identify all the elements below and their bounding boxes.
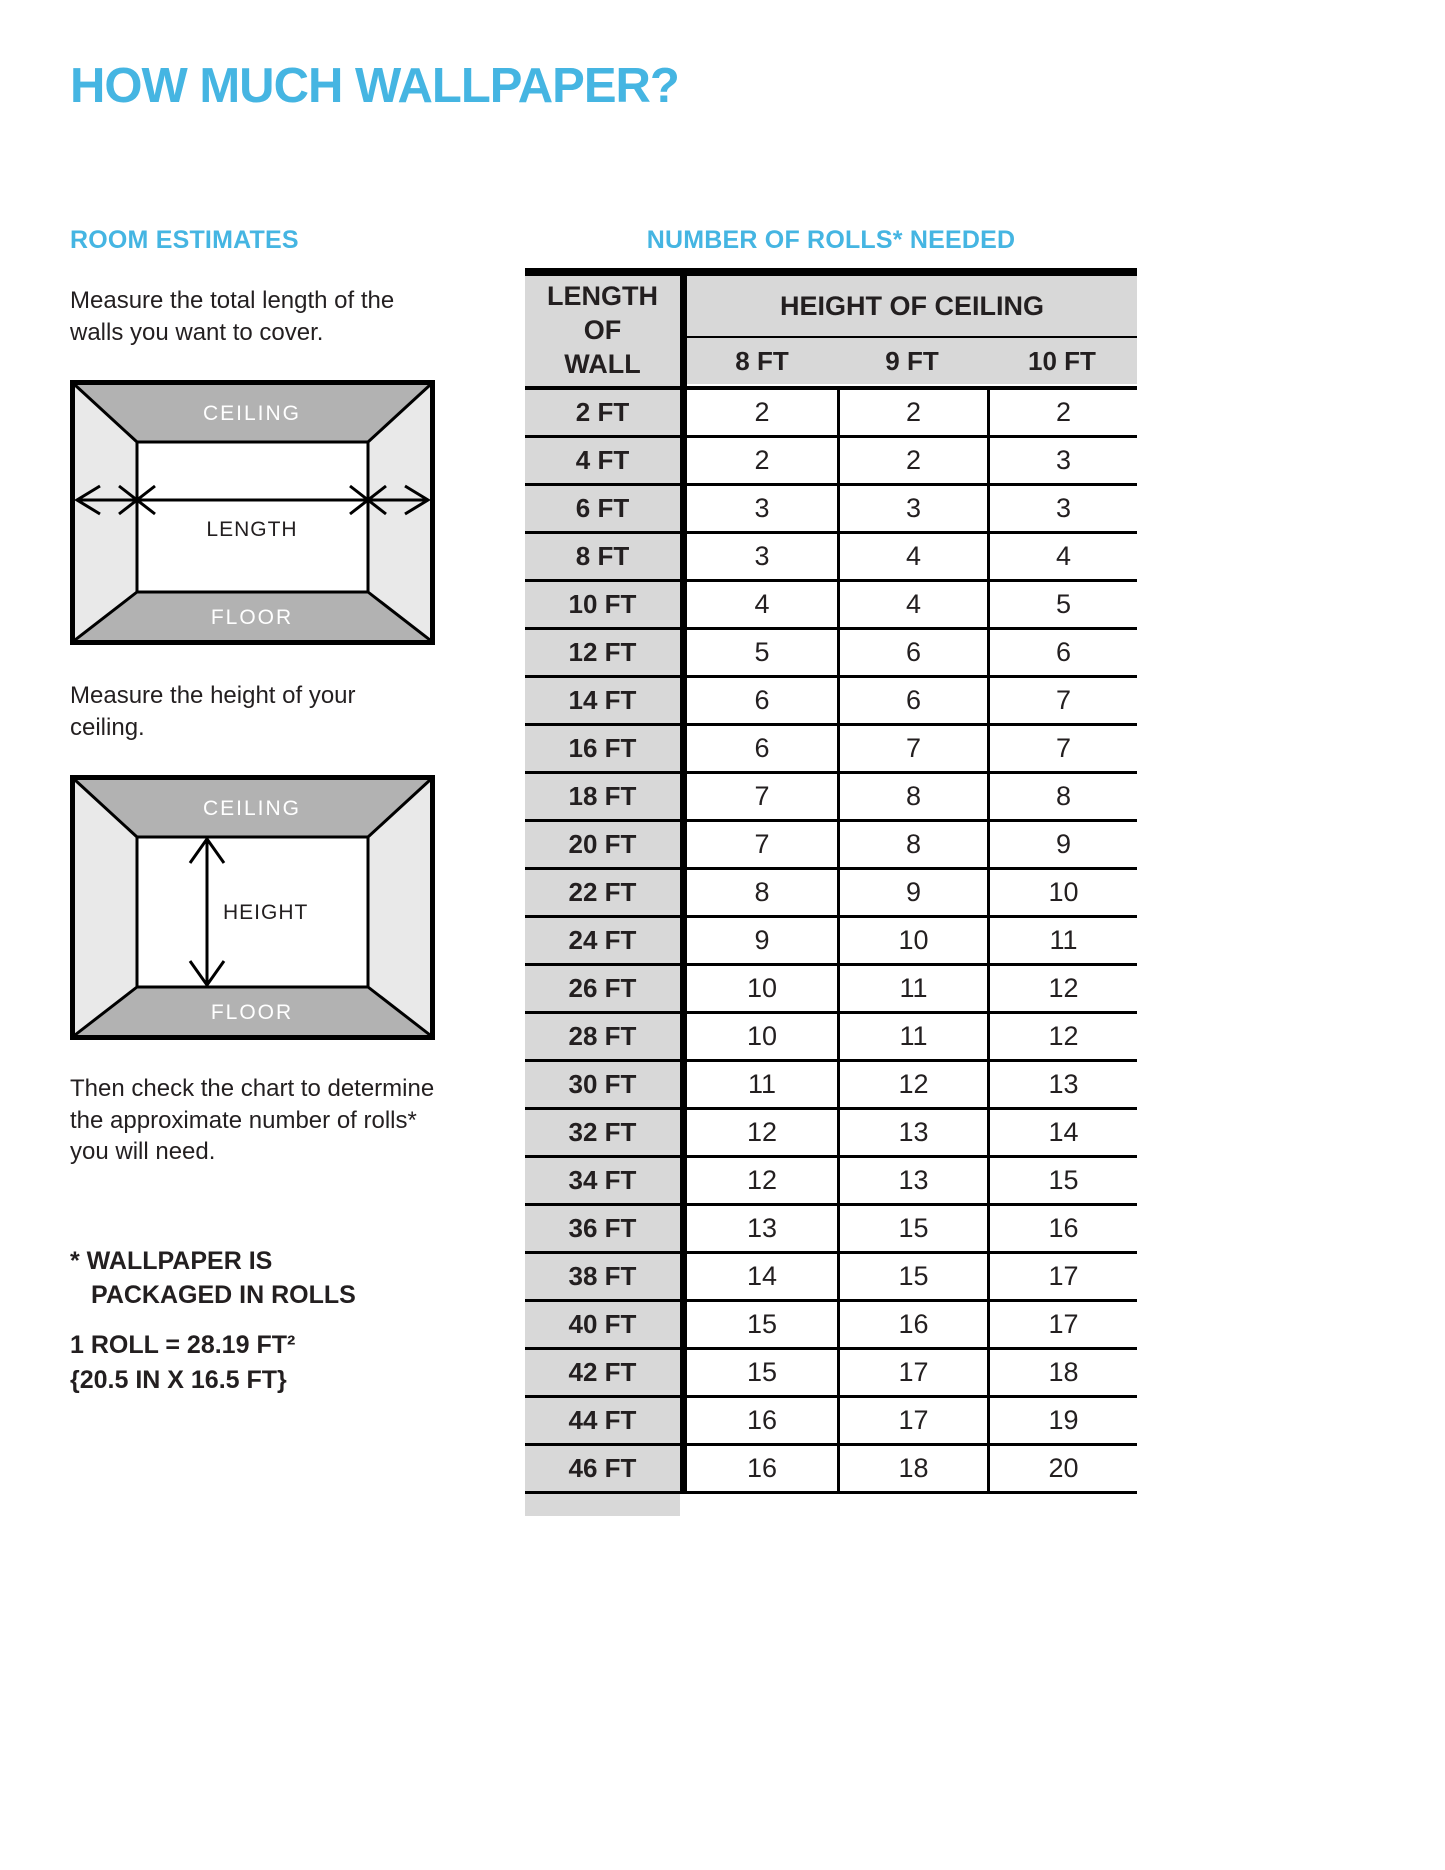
roll-size-info <box>70 1328 295 1398</box>
wall-length-cell: 44 FT <box>525 1398 680 1443</box>
divider <box>680 918 687 963</box>
rolls-value-cell: 10 <box>687 966 837 1011</box>
rolls-value-cell: 3 <box>987 486 1137 531</box>
rolls-footnote <box>70 1245 356 1312</box>
rolls-value-cell: 6 <box>987 630 1137 675</box>
rolls-value-cell: 6 <box>687 726 837 771</box>
rolls-value-cell: 8 <box>987 774 1137 819</box>
wall-length-cell: 42 FT <box>525 1350 680 1395</box>
rolls-value-cell: 7 <box>987 726 1137 771</box>
rolls-value-cell: 12 <box>837 1062 987 1107</box>
divider <box>680 1350 687 1395</box>
wall-length-cell: 36 FT <box>525 1206 680 1251</box>
rolls-value-cell: 5 <box>687 630 837 675</box>
instruction-measure-length: Measure the total length of the walls you want to cover. <box>70 287 395 346</box>
divider <box>680 1206 687 1251</box>
height-room-diagram <box>70 775 435 1040</box>
table-header <box>525 276 1137 386</box>
rolls-value-cell: 2 <box>687 390 837 435</box>
rolls-value-cell: 5 <box>987 582 1137 627</box>
divider <box>680 630 687 675</box>
rolls-value-cell: 10 <box>987 870 1137 915</box>
rolls-value-cell: 7 <box>687 822 837 867</box>
wall-length-cell: 14 FT <box>525 678 680 723</box>
rolls-value-cell: 17 <box>987 1254 1137 1299</box>
height-of-ceiling-header: HEIGHT OF CEILING <box>687 276 1137 338</box>
rolls-value-cell: 16 <box>987 1206 1137 1251</box>
wall-length-cell: 12 FT <box>525 630 680 675</box>
table-gray-tail <box>525 1494 680 1516</box>
table-row <box>525 726 1137 774</box>
rolls-value-cell: 12 <box>687 1110 837 1155</box>
rolls-value-cell: 11 <box>837 1014 987 1059</box>
divider <box>680 582 687 627</box>
divider <box>680 870 687 915</box>
divider <box>680 726 687 771</box>
table-row <box>525 1446 1137 1494</box>
divider <box>680 534 687 579</box>
rolls-value-cell: 7 <box>837 726 987 771</box>
rolls-needed-heading: NUMBER OF ROLLS* NEEDED <box>646 226 1016 254</box>
wall-length-cell: 40 FT <box>525 1302 680 1347</box>
roll-dimensions: {20.5 IN X 16.5 FT} <box>70 1366 287 1394</box>
rolls-value-cell: 11 <box>687 1062 837 1107</box>
wall-length-cell: 6 FT <box>525 486 680 531</box>
wall-length-cell: 32 FT <box>525 1110 680 1155</box>
table-row <box>525 1062 1137 1110</box>
room-estimates-heading: ROOM ESTIMATES <box>70 226 299 254</box>
wall-length-cell: 10 FT <box>525 582 680 627</box>
divider <box>680 486 687 531</box>
divider <box>680 438 687 483</box>
table-row <box>525 966 1137 1014</box>
rolls-value-cell: 16 <box>837 1302 987 1347</box>
divider <box>680 1302 687 1347</box>
rolls-value-cell: 8 <box>687 870 837 915</box>
rolls-value-cell: 4 <box>837 534 987 579</box>
wall-length-cell: 28 FT <box>525 1014 680 1059</box>
table-row <box>525 870 1137 918</box>
divider <box>680 1446 687 1491</box>
table-row <box>525 678 1137 726</box>
rolls-value-cell: 13 <box>687 1206 837 1251</box>
rolls-value-cell: 10 <box>687 1014 837 1059</box>
divider <box>680 1254 687 1299</box>
divider <box>680 276 687 386</box>
rolls-value-cell: 15 <box>987 1158 1137 1203</box>
col-header-10ft: 10 FT <box>1028 345 1096 376</box>
instruction-check-chart: Then check the chart to determine the approximate number of rolls* you will need. <box>70 1075 435 1166</box>
rolls-value-cell: 2 <box>987 390 1137 435</box>
table-row <box>525 1014 1137 1062</box>
wall-length-cell: 2 FT <box>525 390 680 435</box>
rolls-value-cell: 17 <box>987 1302 1137 1347</box>
rolls-value-cell: 20 <box>987 1446 1137 1491</box>
rolls-value-cell: 7 <box>687 774 837 819</box>
table-row <box>525 1158 1137 1206</box>
wall-length-cell: 18 FT <box>525 774 680 819</box>
col-header-8ft: 8 FT <box>735 345 789 376</box>
rolls-value-cell: 6 <box>837 630 987 675</box>
table-row <box>525 582 1137 630</box>
back-wall <box>137 442 368 592</box>
wall-length-cell: 4 FT <box>525 438 680 483</box>
wall-length-cell: 46 FT <box>525 1446 680 1491</box>
rolls-value-cell: 14 <box>687 1254 837 1299</box>
rolls-value-cell: 16 <box>687 1398 837 1443</box>
rolls-value-cell: 19 <box>987 1398 1137 1443</box>
rolls-value-cell: 8 <box>837 822 987 867</box>
floor-label: FLOOR <box>210 606 294 629</box>
rolls-value-cell: 7 <box>987 678 1137 723</box>
table-row <box>525 1302 1137 1350</box>
rolls-value-cell: 17 <box>837 1398 987 1443</box>
table-row <box>525 918 1137 966</box>
rolls-value-cell: 4 <box>837 582 987 627</box>
footnote-line1: * WALLPAPER IS <box>70 1247 273 1275</box>
divider <box>680 678 687 723</box>
footnote-line2: PACKAGED IN ROLLS <box>91 1280 356 1309</box>
divider <box>680 1110 687 1155</box>
table-row <box>525 630 1137 678</box>
page-title: HOW MUCH WALLPAPER? <box>70 59 679 113</box>
wall-length-cell: 26 FT <box>525 966 680 1011</box>
rolls-table <box>525 268 1137 1516</box>
rolls-value-cell: 12 <box>687 1158 837 1203</box>
rolls-value-cell: 18 <box>987 1350 1137 1395</box>
ceiling-height-headers <box>687 276 1137 386</box>
rolls-value-cell: 10 <box>837 918 987 963</box>
rolls-value-cell: 18 <box>837 1446 987 1491</box>
wall-length-cell: 30 FT <box>525 1062 680 1107</box>
floor-label: FLOOR <box>210 1001 294 1024</box>
rolls-value-cell: 15 <box>837 1206 987 1251</box>
rolls-value-cell: 4 <box>687 582 837 627</box>
divider <box>680 1062 687 1107</box>
rolls-value-cell: 9 <box>837 870 987 915</box>
ceiling-height-subheader-row <box>687 338 1137 384</box>
rolls-value-cell: 16 <box>687 1446 837 1491</box>
length-of-wall-header: LENGTH OF WALL <box>525 276 680 386</box>
rolls-value-cell: 11 <box>837 966 987 1011</box>
table-row <box>525 438 1137 486</box>
rolls-value-cell: 3 <box>837 486 987 531</box>
roll-area: 1 ROLL = 28.19 FT² <box>70 1331 296 1359</box>
col-header-9ft: 9 FT <box>885 345 939 376</box>
table-top-border <box>525 268 1137 276</box>
rolls-value-cell: 12 <box>987 1014 1137 1059</box>
rolls-value-cell: 9 <box>987 822 1137 867</box>
rolls-value-cell: 15 <box>837 1254 987 1299</box>
table-row <box>525 1206 1137 1254</box>
rolls-value-cell: 6 <box>687 678 837 723</box>
rolls-value-cell: 3 <box>687 486 837 531</box>
rolls-table-rows <box>525 390 1137 1494</box>
wall-length-cell: 20 FT <box>525 822 680 867</box>
rolls-value-cell: 15 <box>687 1302 837 1347</box>
rolls-value-cell: 14 <box>987 1110 1137 1155</box>
table-row <box>525 1254 1137 1302</box>
rolls-value-cell: 2 <box>837 390 987 435</box>
rolls-value-cell: 11 <box>987 918 1137 963</box>
table-row <box>525 1110 1137 1158</box>
ceiling-label: CEILING <box>202 402 302 425</box>
wall-length-cell: 34 FT <box>525 1158 680 1203</box>
rolls-value-cell: 12 <box>987 966 1137 1011</box>
rolls-value-cell: 3 <box>987 438 1137 483</box>
divider <box>680 1158 687 1203</box>
rolls-value-cell: 13 <box>987 1062 1137 1107</box>
table-row <box>525 774 1137 822</box>
rolls-value-cell: 8 <box>837 774 987 819</box>
length-room-diagram <box>70 380 435 645</box>
rolls-value-cell: 6 <box>837 678 987 723</box>
ceiling-label: CEILING <box>202 797 302 820</box>
rolls-value-cell: 4 <box>987 534 1137 579</box>
table-row <box>525 390 1137 438</box>
wall-length-cell: 38 FT <box>525 1254 680 1299</box>
length-label: LENGTH <box>206 518 298 541</box>
divider <box>680 966 687 1011</box>
rolls-value-cell: 3 <box>687 534 837 579</box>
divider <box>680 774 687 819</box>
table-row <box>525 534 1137 582</box>
rolls-value-cell: 13 <box>837 1158 987 1203</box>
table-row <box>525 486 1137 534</box>
rolls-value-cell: 17 <box>837 1350 987 1395</box>
wall-length-cell: 8 FT <box>525 534 680 579</box>
divider <box>680 822 687 867</box>
divider <box>680 1014 687 1059</box>
wall-length-cell: 16 FT <box>525 726 680 771</box>
rolls-value-cell: 2 <box>687 438 837 483</box>
rolls-value-cell: 15 <box>687 1350 837 1395</box>
table-row <box>525 822 1137 870</box>
rolls-value-cell: 9 <box>687 918 837 963</box>
rolls-value-cell: 13 <box>837 1110 987 1155</box>
divider <box>680 390 687 435</box>
height-label: HEIGHT <box>223 901 309 924</box>
wall-length-cell: 24 FT <box>525 918 680 963</box>
divider <box>680 1398 687 1443</box>
instruction-measure-height: Measure the height of your ceiling. <box>70 682 356 741</box>
wall-length-cell: 22 FT <box>525 870 680 915</box>
table-row <box>525 1350 1137 1398</box>
rolls-value-cell: 2 <box>837 438 987 483</box>
table-row <box>525 1398 1137 1446</box>
